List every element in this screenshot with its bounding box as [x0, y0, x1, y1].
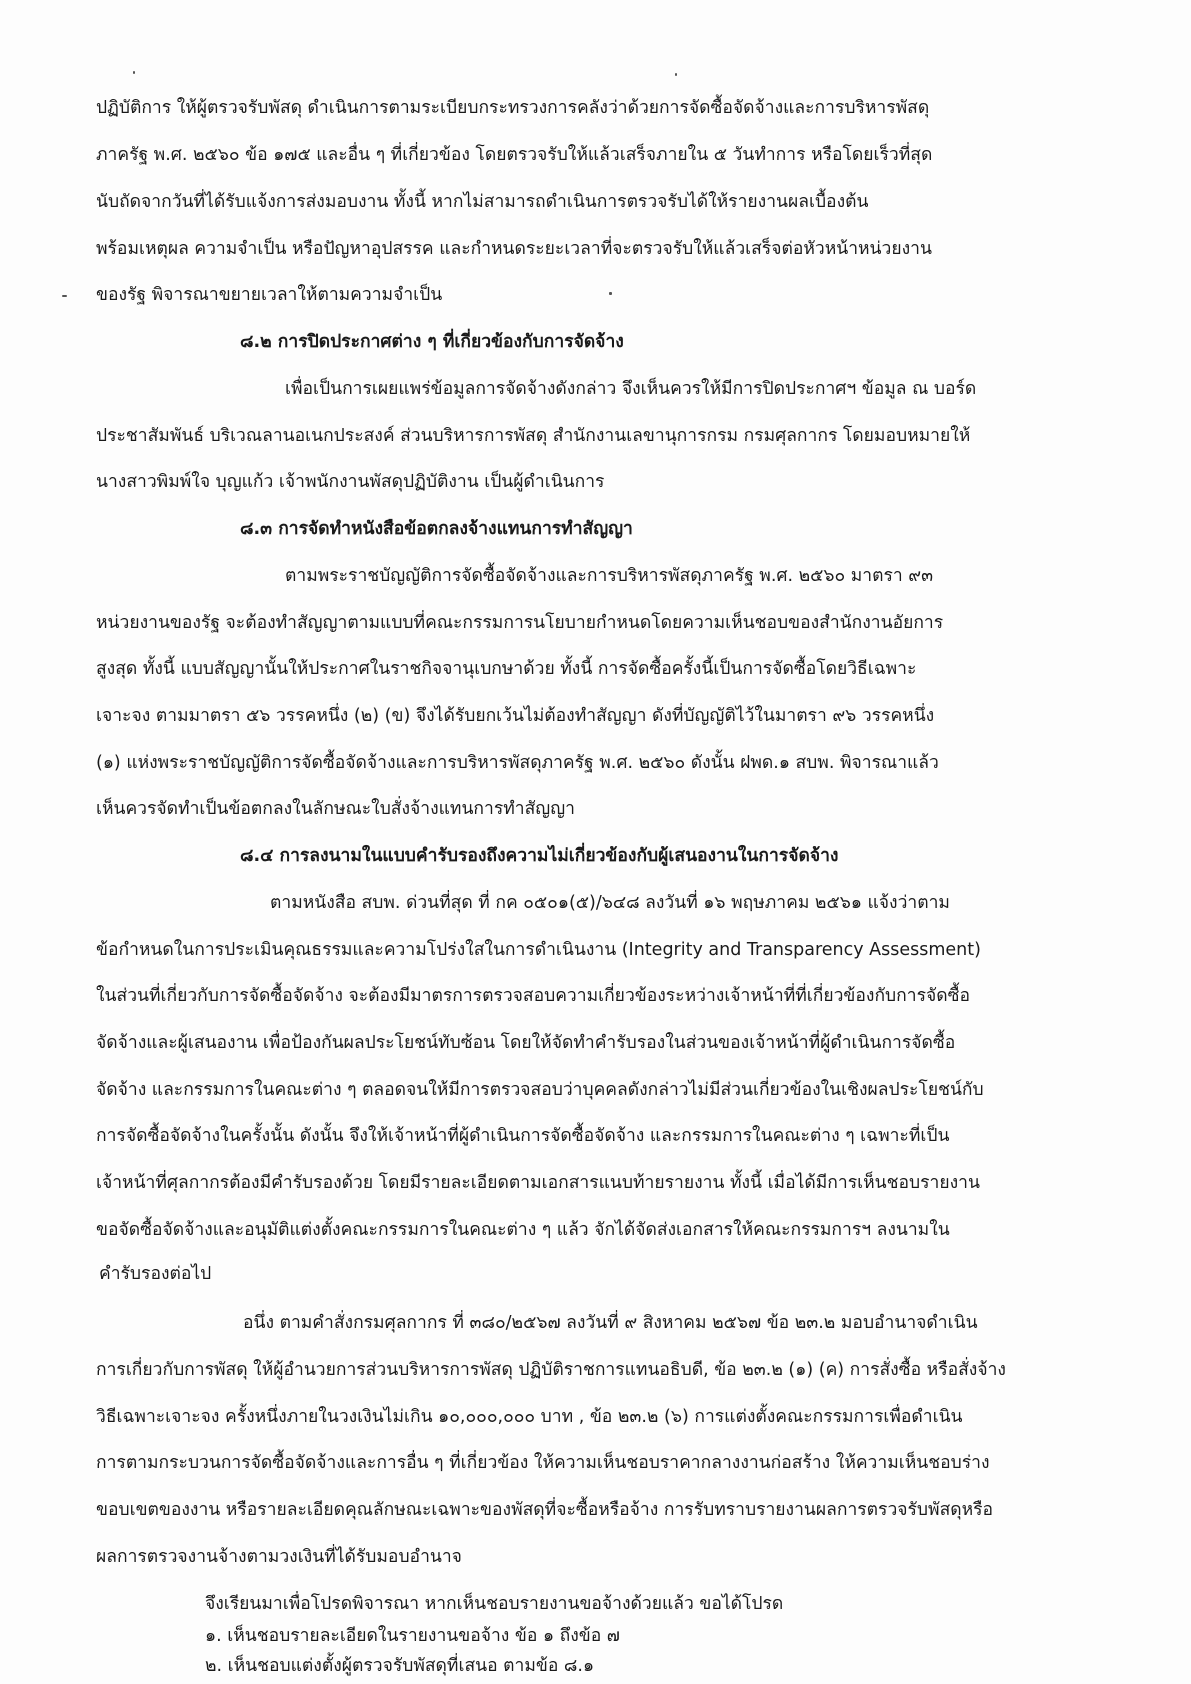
paragraph-line: (๑) แห่งพระราชบัญญัติการจัดซื้อจัดจ้างและการบริหารพัสดุภาครัฐ พ.ศ. ๒๕๖๐ ดังนั้น ฝพด.๑ สบพ. พิจารณาแล้ว [96, 753, 939, 773]
scan-speck [62, 295, 67, 297]
paragraph-line: ตามหนังสือ สบพ. ด่วนที่สุด ที่ กค ๐๕๐๑(๕)/๖๔๘ ลงวันที่ ๑๖ พฤษภาคม ๒๕๖๑ แจ้งว่าตาม [270, 893, 950, 913]
paragraph-line: วิธีเฉพาะเจาะจง ครั้งหนึ่งภายในวงเงินไม่เกิน ๑๐,๐๐๐,๐๐๐ บาท , ข้อ ๒๓.๒ (๖) การแต่งตั้งคณะกรรมการเพื่อดำเนิน [96, 1407, 963, 1427]
paragraph-line: นับถัดจากวันที่ได้รับแจ้งการส่งมอบงาน ทั้งนี้ หากไม่สามารถดำเนินการตรวจรับได้ให้รายงานผลเบื้องต้น [96, 192, 869, 212]
list-item: ๑. เห็นชอบรายละเอียดในรายงานขอจ้าง ข้อ ๑ ถึงข้อ ๗ [205, 1626, 620, 1646]
paragraph-line: จัดจ้าง และกรรมการในคณะต่าง ๆ ตลอดจนให้มีการตรวจสอบว่าบุคคลดังกล่าวไม่มีส่วนเกี่ยวข้องในเชิงผลประโยชน์กับ [96, 1080, 984, 1100]
paragraph-line: เห็นควรจัดทำเป็นข้อตกลงในลักษณะใบสั่งจ้างแทนการทำสัญญา [96, 799, 575, 819]
paragraph-line: การตามกระบวนการจัดซื้อจัดจ้างและการอื่น ๆ ที่เกี่ยวข้อง ให้ความเห็นชอบราคากลางงานก่อสร้าง ให้ความเห็นชอบร่าง [96, 1453, 990, 1473]
paragraph-line: เจ้าหน้าที่ศุลกากรต้องมีคำรับรองด้วย โดยมีรายละเอียดตามเอกสารแนบท้ายรายงาน ทั้งนี้ เมื่อได้มีการเห็นชอบรายงาน [96, 1173, 980, 1193]
paragraph-line: ข้อกำหนดในการประเมินคุณธรรมและความโปร่งใสในการดำเนินงาน (Integrity and Transparency Assessment) [96, 940, 981, 960]
closing-line: จึงเรียนมาเพื่อโปรดพิจารณา หากเห็นชอบรายงานขอจ้างด้วยแล้ว ขอได้โปรด [205, 1594, 784, 1614]
paragraph-line: หน่วยงานของรัฐ จะต้องทำสัญญาตามแบบที่คณะกรรมการนโยบายกำหนดโดยความเห็นชอบของสำนักงานอัยการ [96, 613, 944, 633]
scan-speck [609, 292, 612, 295]
paragraph-line: ผลการตรวจงานจ้างตามวงเงินที่ได้รับมอบอำนาจ [96, 1547, 462, 1567]
paragraph-line: พร้อมเหตุผล ความจำเป็น หรือปัญหาอุปสรรค และกำหนดระยะเวลาที่จะตรวจรับให้แล้วเสร็จต่อหัวหน้าหน่วยงาน [96, 239, 932, 259]
scan-speck [133, 71, 135, 74]
scan-speck [675, 73, 677, 76]
list-item: ๒. เห็นชอบแต่งตั้งผู้ตรวจรับพัสดุที่เสนอ ตามข้อ ๘.๑ [205, 1656, 595, 1676]
paragraph-line: การเกี่ยวกับการพัสดุ ให้ผู้อำนวยการส่วนบริหารการพัสดุ ปฏิบัติราชการแทนอธิบดี, ข้อ ๒๓.๒ (๑) (ค) การสั่งซื้อ หรือสั่งจ้าง [96, 1360, 1006, 1380]
paragraph-line: ปฏิบัติการ ให้ผู้ตรวจรับพัสดุ ดำเนินการตามระเบียบกระทรวงการคลังว่าด้วยการจัดซื้อจัดจ้างและการบริหารพัสดุ [96, 98, 930, 118]
paragraph-line: นางสาวพิมพ์ใจ บุญแก้ว เจ้าพนักงานพัสดุปฏิบัติงาน เป็นผู้ดำเนินการ [96, 472, 605, 492]
paragraph-line: ประชาสัมพันธ์ บริเวณลานอเนกประสงค์ ส่วนบริหารการพัสดุ สำนักงานเลขานุการกรม กรมศุลกากร โดยมอบหมายให้ [96, 426, 971, 446]
paragraph-line: เจาะจง ตามมาตรา ๕๖ วรรคหนึ่ง (๒) (ข) จึงได้รับยกเว้นไม่ต้องทำสัญญา ดังที่บัญญัติไว้ในมาตรา ๙๖ วรรคหนึ่ง [96, 706, 935, 726]
paragraph-line: ภาครัฐ พ.ศ. ๒๕๖๐ ข้อ ๑๗๕ และอื่น ๆ ที่เกี่ยวข้อง โดยตรวจรับให้แล้วเสร็จภายใน ๕ วันทำการ หรือโดยเร็วที่สุด [96, 145, 933, 165]
paragraph-line: ขอจัดซื้อจัดจ้างและอนุมัติแต่งตั้งคณะกรรมการในคณะต่าง ๆ แล้ว จักได้จัดส่งเอกสารให้คณะกรรมการฯ ลงนามใน [96, 1220, 950, 1240]
section-heading: ๘.๒ การปิดประกาศต่าง ๆ ที่เกี่ยวข้องกับการจัดจ้าง [240, 332, 624, 352]
paragraph-line: ของรัฐ พิจารณาขยายเวลาให้ตามความจำเป็น [96, 285, 443, 305]
paragraph-line: การจัดซื้อจัดจ้างในครั้งนั้น ดังนั้น จึงให้เจ้าหน้าที่ผู้ดำเนินการจัดซื้อจัดจ้าง และกรรมการในคณะต่าง ๆ เฉพาะที่เป็น [96, 1126, 950, 1146]
section-heading: ๘.๔ การลงนามในแบบคำรับรองถึงความไม่เกี่ยวข้องกับผู้เสนองานในการจัดจ้าง [240, 846, 839, 866]
paragraph-line: ตามพระราชบัญญัติการจัดซื้อจัดจ้างและการบริหารพัสดุภาครัฐ พ.ศ. ๒๕๖๐ มาตรา ๙๓ [285, 566, 934, 586]
paragraph-line: คำรับรองต่อไป [99, 1264, 212, 1284]
paragraph-line: สูงสุด ทั้งนี้ แบบสัญญานั้นให้ประกาศในราชกิจจานุเบกษาด้วย ทั้งนี้ การจัดซื้อครั้งนี้เป็นการจัดซื้อโดยวิธีเฉพาะ [96, 659, 917, 679]
section-heading: ๘.๓ การจัดทำหนังสือข้อตกลงจ้างแทนการทำสัญญา [240, 519, 633, 539]
paragraph-line: จัดจ้างและผู้เสนองาน เพื่อป้องกันผลประโยชน์ทับซ้อน โดยให้จัดทำคำรับรองในส่วนของเจ้าหน้าที่ผู้ดำเนินการจัดซื้อ [96, 1033, 956, 1053]
paragraph-line: อนึ่ง ตามคำสั่งกรมศุลกากร ที่ ๓๘๐/๒๕๖๗ ลงวันที่ ๙ สิงหาคม ๒๕๖๗ ข้อ ๒๓.๒ มอบอำนาจดำเนิน [243, 1313, 978, 1333]
paragraph-line: เพื่อเป็นการเผยแพร่ข้อมูลการจัดจ้างดังกล่าว จึงเห็นควรให้มีการปิดประกาศฯ ข้อมูล ณ บอร์ด [285, 379, 977, 399]
paragraph-line: ขอบเขตของงาน หรือรายละเอียดคุณลักษณะเฉพาะของพัสดุที่จะซื้อหรือจ้าง การรับทราบรายงานผลการตรวจรับพัสดุหรือ [96, 1500, 994, 1520]
paragraph-line: ในส่วนที่เกี่ยวกับการจัดซื้อจัดจ้าง จะต้องมีมาตรการตรวจสอบความเกี่ยวข้องระหว่างเจ้าหน้าที่ที่เกี่ยวข้องกับการจัดซื้อ [96, 986, 970, 1006]
